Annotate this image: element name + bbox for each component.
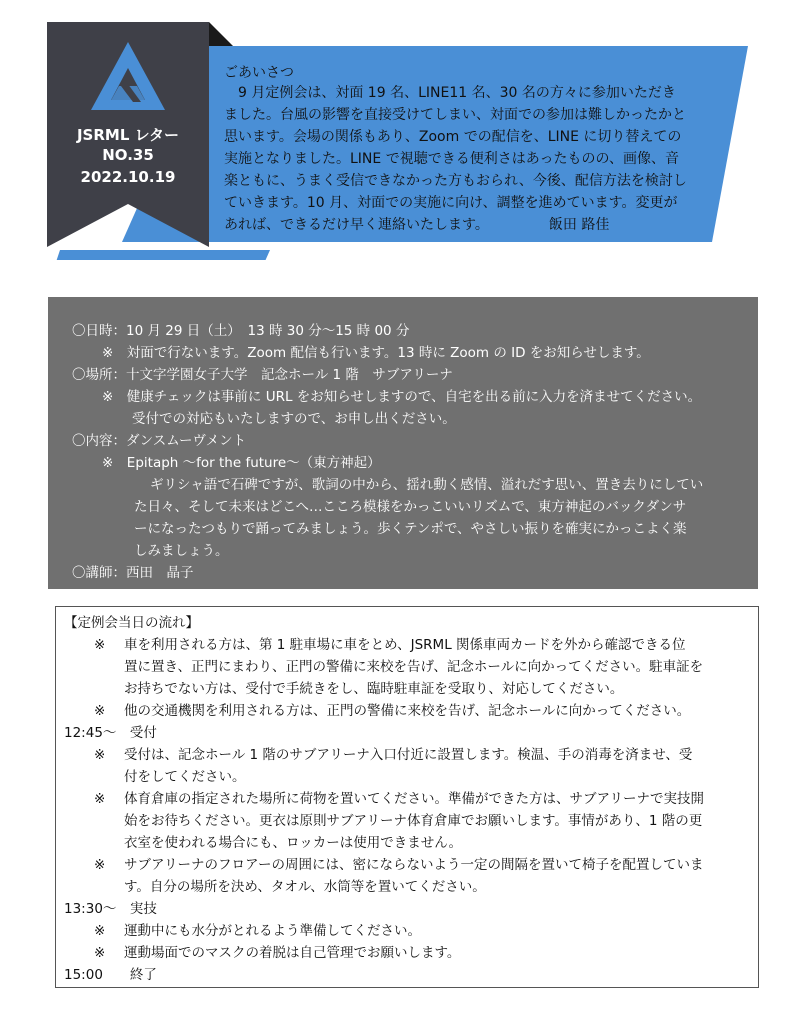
info-place-note: ※ 健康チェックは事前に URL をお知らせしますので、自宅を出る前に入力を済ませてください。 — [102, 389, 702, 405]
letter-number: NO.35 — [102, 146, 154, 164]
section-title: 10 月定例会 — [98, 262, 185, 280]
info-instructor: 〇講師：西田 晶子 — [72, 565, 194, 581]
greeting-line: 実施となりました。LINE で視聴できる便利さはあったものの、画像、音 — [224, 151, 679, 167]
flow-item: ※ 他の交通機関を利用される方は、正門の警備に来校を告げ、記念ホールに向かってください。 — [94, 703, 691, 719]
flow-item-cont: す。自分の場所を決め、タオル、水筒等を置いてください。 — [124, 879, 486, 895]
flow-time-reception: 12:45～ 受付 — [64, 725, 157, 741]
info-place: 〇場所：十文字学園女子大学 記念ホール 1 階 サブアリーナ — [72, 367, 453, 383]
flow-item: ※ 車を利用される方は、第 1 駐車場に車をとめ、JSRML 関係車両カードを外から確認できる位 — [94, 637, 686, 653]
info-date-note: ※ 対面で行ないます。Zoom 配信も行います。13 時に Zoom の ID をお知らせします。 — [102, 345, 650, 361]
meeting-info-text — [72, 320, 752, 584]
greeting-line: ていきます。10 月、対面での実施に向け、調整を進めています。変更が — [224, 195, 678, 211]
flow-time-end: 15:00 終了 — [64, 967, 157, 983]
info-place-note-cont: 受付での対応もいたしますので、お申し出ください。 — [132, 411, 456, 427]
header-banner — [47, 22, 209, 247]
flow-item: ※ 運動中にも水分がとれるよう準備してください。 — [94, 923, 421, 939]
logo-icon — [89, 40, 167, 114]
greeting-line: 楽ともに、うまく受信できなかった方もおられ、今後、配信方法を検討し — [224, 173, 687, 189]
greeting-line: あれば、できるだけ早く連絡いたします。 飯田 路佳 — [224, 217, 610, 233]
greeting-line: 9 月定例会は、対面 19 名、LINE11 名、30 名の方々に参加いただき — [238, 85, 676, 101]
info-content-note: ※ Epitaph ～for the future～（東方神起） — [102, 455, 381, 471]
flow-time-practice: 13:30～ 実技 — [64, 901, 157, 917]
flow-item-cont: お持ちでない方は、受付で手続きをし、臨時駐車証を受取り、対応してください。 — [124, 681, 624, 697]
greeting-line: 思います。会場の関係もあり、Zoom での配信を、LINE に切り替えての — [224, 129, 682, 145]
info-desc-line: た日々、そして未来はどこへ…こころ模様をかっこいいリズムで、東方神起のバックダンサ — [134, 499, 687, 515]
letter-date: 2022.10.19 — [80, 168, 176, 186]
flow-item: ※ サブアリーナのフロアーの周囲には、密にならないよう一定の間隔を置いて椅子を配置していま — [94, 857, 704, 873]
flow-item-cont: 衣室を使われる場合にも、ロッカーは使用できません。 — [124, 835, 463, 851]
flow-title: 【定例会当日の流れ】 — [64, 615, 199, 631]
info-desc-line: しみましょう。 — [134, 543, 229, 559]
flow-item: ※ 体育倉庫の指定された場所に荷物を置いてください。準備ができた方は、サブアリーナで実技開 — [94, 791, 704, 807]
flow-item: ※ 運動場面でのマスクの着脱は自己管理でお願いします。 — [94, 945, 461, 961]
greeting-line: ました。台風の影響を直接受けてしまい、対面での参加は難しかったかと — [224, 107, 686, 123]
flow-item: ※ 受付は、記念ホール 1 階のサブアリーナ入口付近に設置します。検温、手の消毒を済ませ、受 — [94, 747, 693, 763]
day-flow-text — [64, 612, 754, 986]
letter-title: JSRML レター — [76, 126, 180, 144]
greeting-body — [224, 82, 734, 236]
flow-item-cont: 始をお待ちください。更衣は原則サブアリーナ体育倉庫でお願いします。事情があり、1 階の更 — [124, 813, 703, 829]
flow-item-cont: 付をしてください。 — [124, 769, 246, 785]
info-desc-line: ギリシャ語で石碑ですが、歌詞の中から、揺れ動く感情、溢れだす思い、置き去りにしてい — [150, 477, 704, 493]
greeting-signature: 飯田 路佳 — [548, 217, 610, 233]
flow-item-cont: 置に置き、正門にまわり、正門の警備に来校を告げ、記念ホールに向かってください。駐車証を — [124, 659, 704, 675]
info-content: 〇内容：ダンスムーヴメント — [72, 433, 247, 449]
greeting-title: ごあいさつ — [224, 65, 294, 81]
info-desc-line: ーになったつもりで踊ってみましょう。歩くテンポで、やさしい振りを確実にかっこよく楽 — [134, 521, 687, 537]
info-date: 〇日時：10 月 29 日（土） 13 時 30 分～15 時 00 分 — [72, 323, 410, 339]
